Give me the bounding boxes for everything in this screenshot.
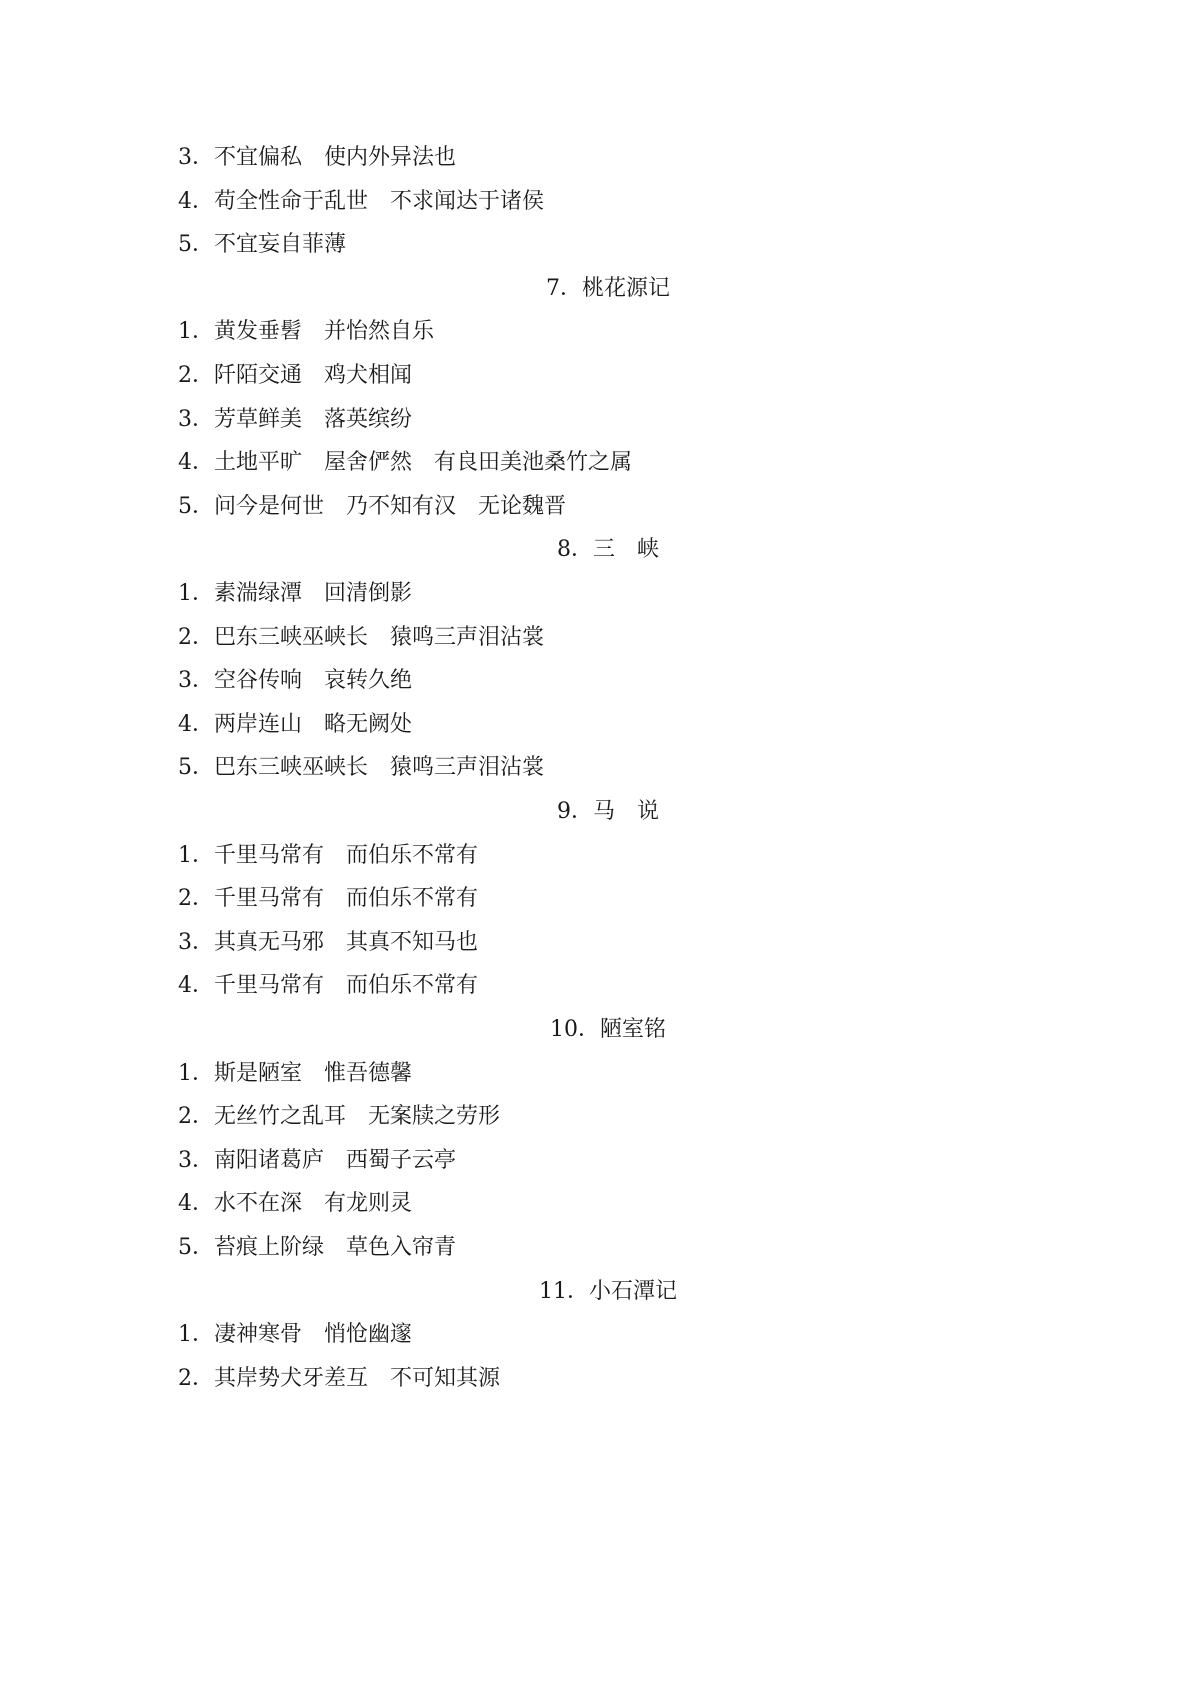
section-title: 三 峡 (592, 537, 659, 563)
answer-item (178, 143, 456, 173)
item-number: 3． (178, 1147, 214, 1173)
item-number: 4． (178, 450, 214, 476)
item-text: 不宜妄自菲薄 (214, 232, 347, 258)
item-number: 1． (178, 319, 214, 345)
answer-item (178, 623, 544, 653)
item-number: 1． (178, 581, 214, 606)
answer-item (178, 187, 544, 217)
item-number: 5． (178, 232, 214, 258)
section-heading (0, 1277, 1200, 1307)
section-heading (0, 535, 1200, 565)
answer-item (178, 405, 412, 435)
item-number: 2． (178, 363, 214, 388)
item-text: 其真无马邪 其真不知马也 (214, 929, 479, 955)
section-heading (0, 797, 1200, 827)
item-text: 黄发垂髫 并怡然自乐 (214, 319, 435, 345)
item-text: 问今是何世 乃不知有汉 无论魏晋 (214, 493, 567, 519)
answer-item (178, 1364, 500, 1394)
item-text: 素湍绿潭 回清倒影 (214, 581, 413, 606)
answer-item (178, 1102, 500, 1132)
item-text: 巴东三峡巫峡长 猿鸣三声泪沾裳 (214, 755, 545, 781)
item-number: 5． (178, 493, 214, 519)
item-number: 2． (178, 886, 214, 912)
item-text: 斯是陋室 惟吾德馨 (214, 1060, 413, 1086)
answer-item (178, 1233, 456, 1263)
item-number: 4． (178, 1191, 214, 1217)
item-number: 3． (178, 145, 214, 170)
item-text: 不宜偏私 使内外异法也 (214, 145, 457, 170)
answer-item (178, 1059, 412, 1089)
item-text: 南阳诸葛庐 西蜀子云亭 (214, 1147, 457, 1173)
section-title: 小石潭记 (588, 1278, 677, 1304)
answer-item (178, 492, 566, 522)
item-number: 4． (178, 188, 214, 214)
answer-item (178, 1189, 412, 1219)
section-heading (0, 1015, 1200, 1045)
item-text: 凄神寒骨 悄怆幽邃 (214, 1322, 413, 1348)
section-number: 8． (556, 537, 593, 563)
item-text: 千里马常有 而伯乐不常有 (214, 842, 479, 868)
answer-item (178, 361, 412, 391)
item-text: 土地平旷 屋舍俨然 有良田美池桑竹之属 (214, 450, 633, 476)
answer-item (178, 841, 478, 871)
answer-item (178, 448, 632, 478)
item-text: 无丝竹之乱耳 无案牍之劳形 (214, 1104, 501, 1130)
section-number: 10． (549, 1017, 600, 1042)
answer-item (178, 710, 412, 740)
item-text: 阡陌交通 鸡犬相闻 (214, 363, 413, 388)
item-text: 芳草鲜美 落英缤纷 (214, 406, 413, 432)
answer-item (178, 230, 346, 260)
item-number: 1． (178, 1060, 214, 1086)
answer-item (178, 928, 478, 958)
item-text: 水不在深 有龙则灵 (214, 1191, 413, 1217)
section-heading (0, 274, 1200, 304)
item-number: 3． (178, 406, 214, 432)
item-number: 4． (178, 711, 214, 737)
answer-item (178, 884, 478, 914)
section-number: 7． (545, 275, 582, 301)
item-number: 1． (178, 1322, 214, 1348)
item-text: 两岸连山 略无阙处 (214, 711, 413, 737)
item-number: 3． (178, 668, 214, 694)
item-number: 2． (178, 1104, 214, 1130)
item-number: 2． (178, 624, 214, 650)
item-text: 其岸势犬牙差互 不可知其源 (214, 1365, 501, 1391)
answer-item (178, 1320, 412, 1350)
answer-item (178, 579, 412, 609)
item-text: 苔痕上阶绿 草色入帘青 (214, 1235, 457, 1260)
section-title: 桃花源记 (581, 275, 670, 301)
section-title: 马 说 (592, 799, 659, 824)
section-title: 陋室铭 (599, 1017, 666, 1042)
item-number: 1． (178, 842, 214, 868)
section-number: 11． (538, 1278, 589, 1304)
answer-item (178, 753, 544, 783)
answer-item (178, 1146, 456, 1176)
answer-item (178, 317, 434, 347)
item-number: 5． (178, 1235, 214, 1260)
item-number: 4． (178, 973, 214, 999)
answer-item (178, 666, 412, 696)
item-text: 苟全性命于乱世 不求闻达于诸侯 (214, 188, 545, 214)
section-number: 9． (556, 799, 593, 824)
item-number: 3． (178, 929, 214, 955)
answer-item (178, 971, 478, 1001)
item-number: 5． (178, 755, 214, 781)
item-text: 巴东三峡巫峡长 猿鸣三声泪沾裳 (214, 624, 545, 650)
item-text: 千里马常有 而伯乐不常有 (214, 886, 479, 912)
item-text: 千里马常有 而伯乐不常有 (214, 973, 479, 999)
item-text: 空谷传响 哀转久绝 (214, 668, 413, 694)
item-number: 2． (178, 1365, 214, 1391)
